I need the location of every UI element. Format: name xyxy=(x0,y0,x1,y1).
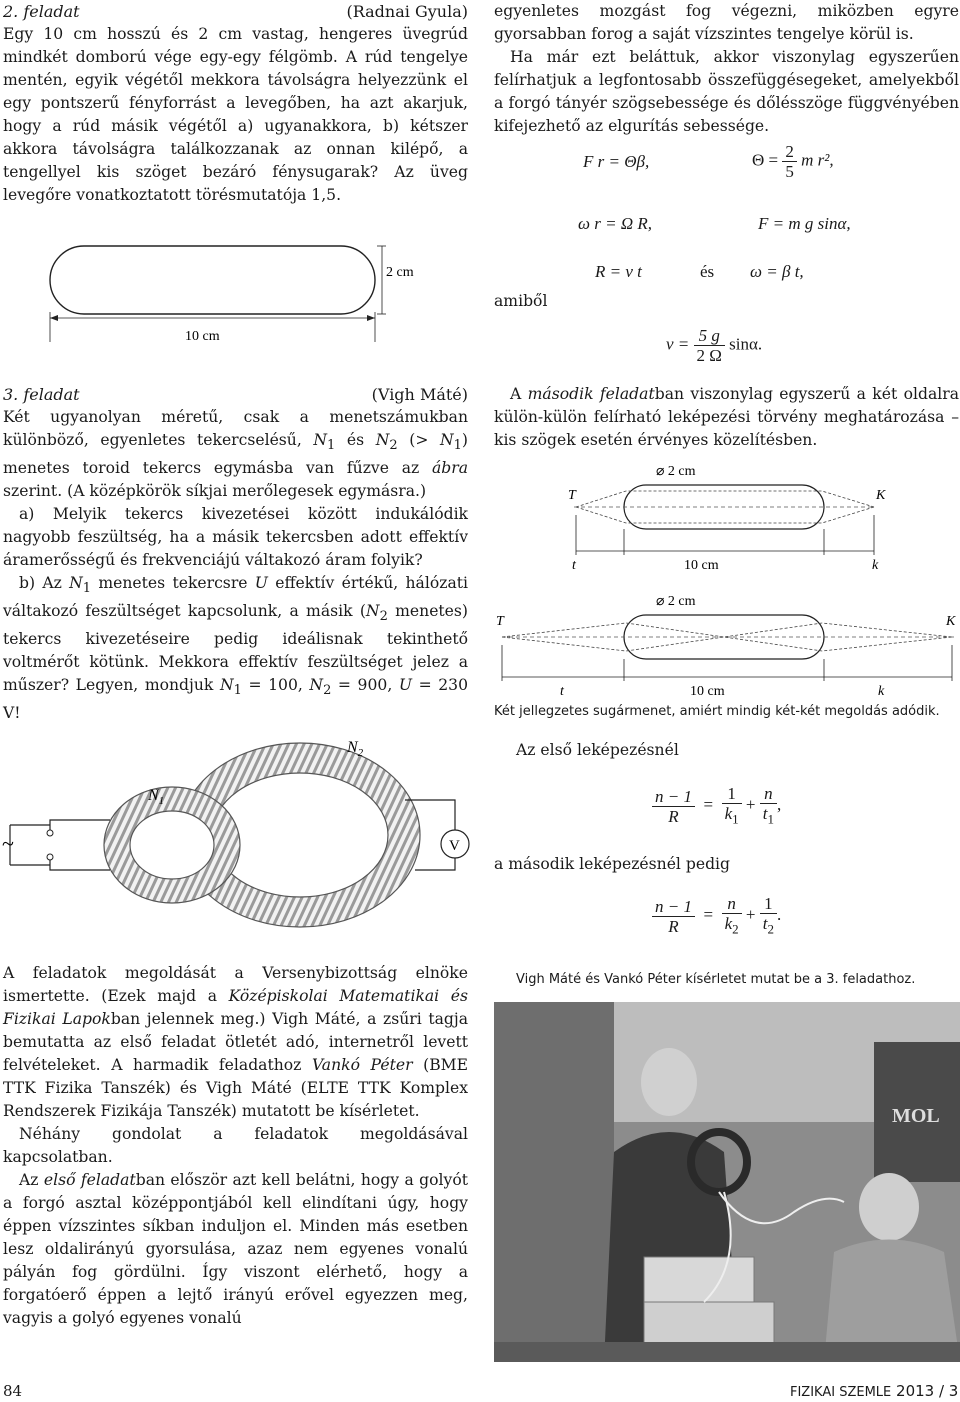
rod-length-label: 10 cm xyxy=(185,329,220,344)
solution-paragraph-2: Néhány gondolat a feladatok megoldásával kapcsolatban. xyxy=(3,1125,468,1166)
label-K-top: K xyxy=(876,488,886,503)
journal-footer: FIZIKAI SZEMLE 2013 / 3 xyxy=(790,1382,959,1400)
solution-paragraph-3: Az első feladatban először azt kell belátni, hogy a golyót a forgó asztal középpontjából kell elindítani úgy, hogy éppen vízszintes síkban induljon el. Minden más esetben lesz oldalirányú gyorsulása, azaz nem egyenes vonalú pályán fog gördülni. Így viszont elérhető, hogy a forgatóerő éppen a lejtő irányú erővel egyezzen meg, vagyis a golyó egyenes vonalú xyxy=(3,1171,468,1327)
equation-1: F r = Θβ, xyxy=(583,152,650,171)
length-label-top: 10 cm xyxy=(684,558,719,573)
label-k-bottom: k xyxy=(878,684,885,699)
first-imaging-label: Az első leképezésnél xyxy=(516,741,679,759)
word-es: és xyxy=(700,262,715,281)
right-paragraph-3: A második feladatban viszonylag egyszerű a két oldalra külön-külön felírható leképezési törvény meghatározása – kis szögek esetén érvényes közelítésben. xyxy=(494,385,960,449)
label-n1: $N_1$ xyxy=(148,787,165,807)
banner-text: MOL xyxy=(892,1105,940,1127)
glass-rod-figure xyxy=(20,238,460,358)
right-paragraph-2: Ha már ezt beláttuk, akkor viszonylag egyszerűen felírhatjuk a legfontosabb összefüggésegeket, amelyekből a forgó tányér szögsebessége és dőlésszöge függvényében kifejezhető az elgurítás sebessége. xyxy=(494,48,959,135)
voltmeter-label: V xyxy=(449,838,460,854)
length-label-bottom: 10 cm xyxy=(690,684,725,699)
problem-2-title: 2. feladat xyxy=(3,2,80,21)
label-t-bottom: t xyxy=(560,684,564,699)
rod-bottom xyxy=(624,615,824,659)
equation-7: v = $\frac{5 g}{2 \Omega}$ sinα. xyxy=(666,326,763,365)
word-amibol: amiből xyxy=(494,292,548,310)
ac-source-symbol: ~ xyxy=(2,831,14,856)
left-column-top xyxy=(3,0,468,207)
label-K-bottom: K xyxy=(946,614,956,629)
person-left-head xyxy=(641,1048,697,1116)
equation-2: Θ = $\frac{2}{5}$ m r², xyxy=(752,142,834,181)
formula-2: $\frac{n - 1}{R}$ = $\frac{n}{k_2}$ + $\frac{1}{t_2}$ . xyxy=(652,894,781,938)
instrument-2 xyxy=(644,1302,774,1347)
problem-2-author: (Radnai Gyula) xyxy=(346,2,468,21)
solution-paragraph-1: A feladatok megoldását a Versenybizottság elnöke ismertette. (Ezek majd a Középiskolai Matematikai és Fizikai Lapokban jelennek meg.) Vigh Máté, a zsűri tagja bemutatta az első feladat ötletét adó, internetről levett felvételeket. A harmadik feladathoz Vankó Péter (BME TTK Fizika Tanszék) és Vigh Máté (ELTE TTK Komplex Rendszerek Fizikája Tanszék) mutatott be kísérletet. xyxy=(3,964,468,1120)
problem-3-a: a) Melyik tekercs kivezetései között indukálódik nagyobb feszültség, ha a másik tekercsben adott effektív áramerősségű és frekvenciájú váltakozó áram folyik? xyxy=(3,505,468,570)
right-column-top xyxy=(494,0,959,138)
problem-3-b: b) Az $N_1$ menetes tekercsre U effektív értékű, hálózati váltakozó feszültséget kapcsolunk, a másik ($N_2$ menetes) tekercs kivezetéseire pedig ideálisnak tekinthető voltmérőt kötünk. Mekkora effektív feszültséget jelez a műszer? Legyen, mondjuk $N_1 = 100$, $N_2 = 900$, U = 230 V! xyxy=(3,574,468,723)
second-imaging-label: a második leképezésnél pedig xyxy=(494,855,731,873)
experiment-photo xyxy=(494,1002,960,1362)
photo-caption: Vigh Máté és Vankó Péter kísérletet mutat be a 3. feladathoz. xyxy=(516,972,916,987)
person-right-head xyxy=(859,1173,919,1241)
problem-2-text: Egy 10 cm hosszú és 2 cm vastag, hengeres üvegrúd mindkét domború vége egy-egy félgömb. A rúd tengelye mentén, egyik végétől mekkora távolságra helyezzünk el egy pontszerű fényforrást a levegőben, ha azt akarjuk, hogy a rúd másik végétől a) ugyanakkora, b) kétszer akkora távolságra találkozzanak az onnan kilépő, a tengellyel kis szöget bezáró fénysugarak? Az üveg levegőre vonatkoztatott törésmutatója 1,5. xyxy=(3,25,468,204)
instrument-1 xyxy=(644,1257,754,1302)
diameter-label-top: ⌀ 2 cm xyxy=(656,464,696,479)
problem-3-title: 3. feladat xyxy=(3,385,80,404)
problem-3-header xyxy=(3,383,468,406)
label-T-top: T xyxy=(568,488,576,503)
equation-6: ω = β t, xyxy=(750,262,804,281)
diameter-label-bottom: ⌀ 2 cm xyxy=(656,594,696,609)
problem-3-intro: Két ugyanolyan méretű, csak a menetszámukban különböző, egyenletes tekercselésű, $N_1$ és $N_2$ (> $N_1$) menetes toroid tekercs egymásba van fűzve az ábra szerint. (A középkörök síkjai merőlegesek egymásra.) xyxy=(3,408,468,501)
equation-5: R = v t xyxy=(595,262,642,281)
ray-path-figure xyxy=(494,455,960,705)
right-paragraph-3-block xyxy=(494,383,959,452)
problem-2-header xyxy=(3,0,468,23)
rod-width-label: 2 cm xyxy=(386,265,414,280)
label-k-top: k xyxy=(872,558,879,573)
label-n2: $N_2$ xyxy=(347,739,364,759)
left-column-problem3 xyxy=(3,383,468,725)
equation-4: F = m g sinα, xyxy=(758,214,851,233)
page-number: 84 xyxy=(3,1382,23,1400)
formula-1: $\frac{n - 1}{R}$ = $\frac{1}{k_1}$ + $\frac{n}{t_1}$ , xyxy=(652,784,781,828)
equation-3: ω r = Ω R, xyxy=(578,214,653,233)
label-t-top: t xyxy=(572,558,576,573)
left-column-solutions xyxy=(3,962,468,1330)
problem-3-author: (Vigh Máté) xyxy=(371,385,468,404)
label-T-bottom: T xyxy=(496,614,504,629)
ray-figure-caption: Két jellegzetes sugármenet, amiért mindig két-két megoldás adódik. xyxy=(494,704,940,719)
toroid-coils-figure xyxy=(0,730,480,940)
glass-rod-outline xyxy=(50,246,375,314)
continuation-text: egyenletes mozgást fog végezni, miközben egyre gyorsabban forog a saját vízszintes tengelye körül is. xyxy=(494,2,959,43)
